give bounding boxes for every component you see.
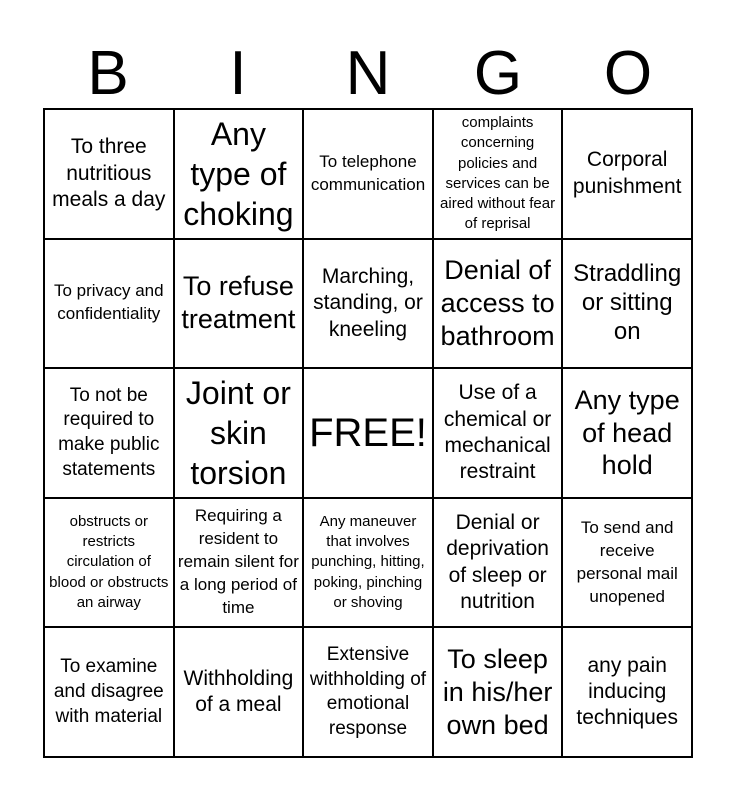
bingo-cell-r3-c2[interactable]: Joint or skin torsion [174,368,304,498]
bingo-cell-r4-c4[interactable]: Denial or deprivation of sleep or nutrition [433,498,563,628]
bingo-header [43,40,693,108]
header-letter-g: G [473,39,523,108]
bingo-cell-r4-c3[interactable]: Any maneuver that involves punching, hitting, poking, pinching or shoving [303,498,433,628]
bingo-cell-r3-c4[interactable]: Use of a chemical or mechanical restraint [433,368,563,498]
bingo-cell-r2-c4[interactable]: Denial of access to bathroom [433,239,563,369]
bingo-cell-r5-c4[interactable]: To sleep in his/her own bed [433,627,563,757]
bingo-cell-r1-c2[interactable]: Any type of choking [174,109,304,239]
bingo-cell-r2-c1[interactable]: To privacy and confidentiality [44,239,174,369]
bingo-cell-r1-c3[interactable]: To telephone communication [303,109,433,239]
bingo-cell-r4-c2[interactable]: Requiring a resident to remain silent for a long period of time [174,498,304,628]
header-letter-b: B [87,39,129,108]
header-letter-n: N [345,39,391,108]
bingo-cell-r5-c1[interactable]: To examine and disagree with material [44,627,174,757]
bingo-cell-r5-c5[interactable]: any pain inducing techniques [562,627,692,757]
bingo-board [43,108,693,758]
bingo-cell-r4-c5[interactable]: To send and receive personal mail unopened [562,498,692,628]
bingo-cell-r3-c5[interactable]: Any type of head hold [562,368,692,498]
bingo-cell-r5-c2[interactable]: Withholding of a meal [174,627,304,757]
bingo-cell-r5-c3[interactable]: Extensive withholding of emotional response [303,627,433,757]
bingo-cell-r2-c3[interactable]: Marching, standing, or kneeling [303,239,433,369]
bingo-cell-r2-c5[interactable]: Straddling or sitting on [562,239,692,369]
bingo-cell-r1-c4[interactable]: complaints concerning policies and services can be aired without fear of reprisal [433,109,563,239]
header-letter-o: O [603,39,653,108]
bingo-cell-r2-c2[interactable]: To refuse treatment [174,239,304,369]
bingo-cell-r4-c1[interactable]: obstructs or restricts circulation of blood or obstructs an airway [44,498,174,628]
bingo-cell-r1-c1[interactable]: To three nutritious meals a day [44,109,174,239]
bingo-cell-r1-c5[interactable]: Corporal punishment [562,109,692,239]
bingo-cell-r3-c1[interactable]: To not be required to make public statements [44,368,174,498]
free-space[interactable]: FREE! [303,368,433,498]
header-letter-i: I [229,39,247,108]
